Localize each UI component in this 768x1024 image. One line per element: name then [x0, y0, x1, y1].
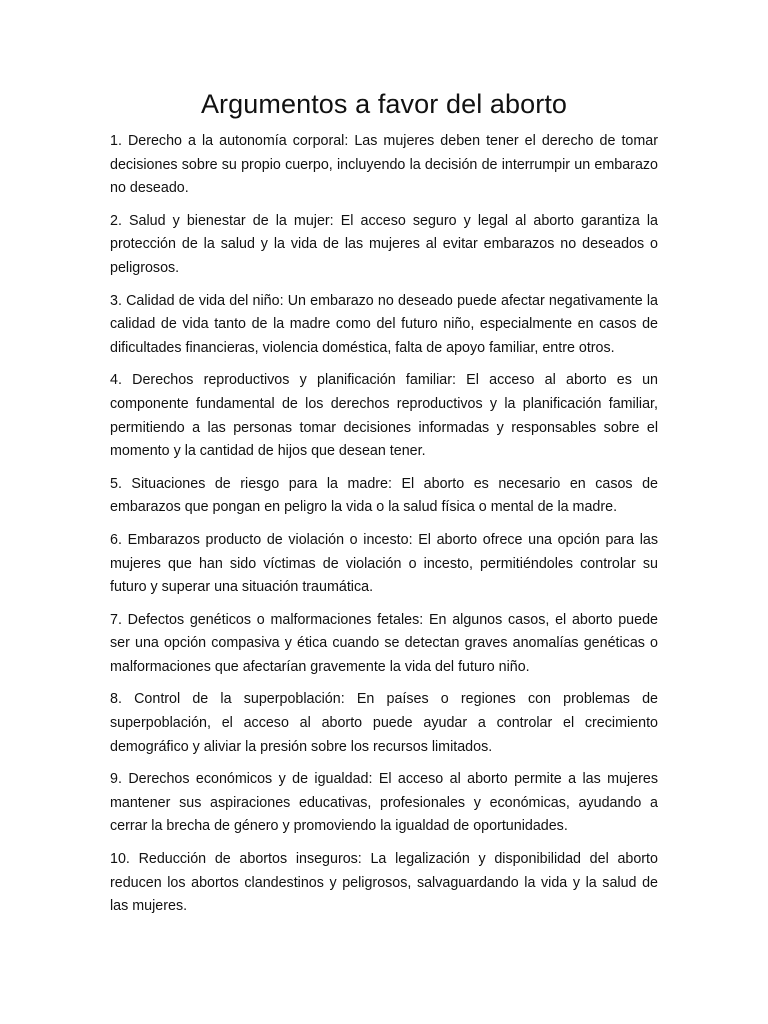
argument-paragraph-8: 8. Control de la superpoblación: En países o regiones con problemas de superpoblación, el acceso al aborto puede ayudar a controlar el crecimiento demográfico y aliviar la presión sobre los recursos limitados. [110, 691, 658, 755]
argument-paragraph-2: 2. Salud y bienestar de la mujer: El acceso seguro y legal al aborto garantiza la protección de la salud y la vida de las mujeres al evitar embarazos no deseados o peligrosos. [110, 212, 658, 276]
argument-paragraph-9: 9. Derechos económicos y de igualdad: El acceso al aborto permite a las mujeres mantener sus aspiraciones educativas, profesionales y económicas, ayudando a cerrar la brecha de género y promoviendo la igualdad de oportunidades. [110, 771, 658, 835]
argument-paragraph-5: 5. Situaciones de riesgo para la madre: El aborto es necesario en casos de embarazos que pongan en peligro la vida o la salud física o mental de la madre. [110, 475, 658, 516]
argument-paragraph-3: 3. Calidad de vida del niño: Un embarazo no deseado puede afectar negativamente la calidad de vida tanto de la madre como del futuro niño, especialmente en casos de dificultades financieras, violencia doméstica, falta de apoyo familiar, entre otros. [110, 292, 658, 356]
argument-paragraph-6: 6. Embarazos producto de violación o incesto: El aborto ofrece una opción para las mujeres que han sido víctimas de violación o incesto, permitiéndoles controlar su futuro y superar una situación traumática. [110, 531, 658, 596]
argument-paragraph-1: 1. Derecho a la autonomía corporal: Las mujeres deben tener el derecho de tomar decisiones sobre su propio cuerpo, incluyendo la decisión de interrumpir un embarazo no deseado. [110, 133, 658, 197]
argument-paragraph-10: 10. Reducción de abortos inseguros: La legalización y disponibilidad del aborto reducen los abortos clandestinos y peligrosos, salvaguardando la vida y la salud de las mujeres. [110, 851, 658, 915]
page-title: Argumentos a favor del aborto [200, 89, 568, 119]
argument-paragraph-7: 7. Defectos genéticos o malformaciones fetales: En algunos casos, el aborto puede ser una opción compasiva y ética cuando se detectan graves anomalías genéticas o malformaciones que afectarían gravemente la vida del futuro niño. [110, 611, 658, 675]
document-body [110, 130, 658, 928]
argument-paragraph-4: 4. Derechos reproductivos y planificación familiar: El acceso al aborto es un componente fundamental de los derechos reproductivos y la planificación familiar, permitiendo a las personas tomar decisiones informadas y responsables sobre el momento y la cantidad de hijos que desean tener. [110, 372, 658, 460]
